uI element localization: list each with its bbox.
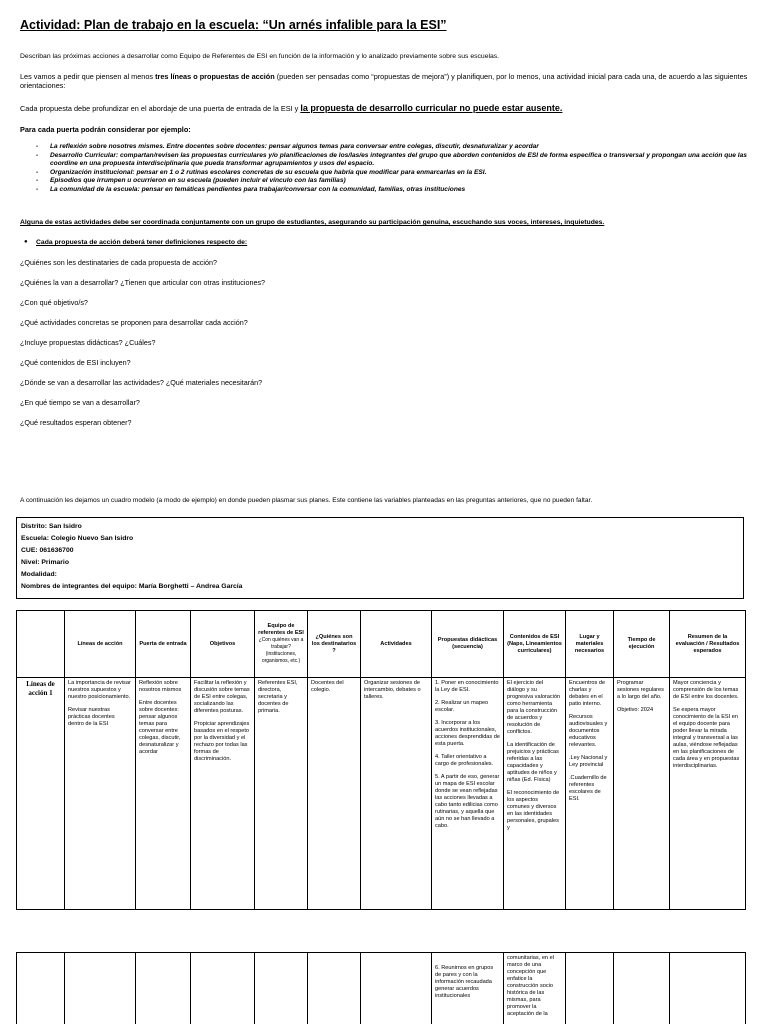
cell-empty bbox=[566, 953, 614, 1024]
cell-tiempo bbox=[614, 678, 670, 910]
intro-paragraph-3 bbox=[20, 104, 750, 113]
header-equipo-sub: ¿Con quiénes van a trabajar? (instituciones, organismos, etc.) bbox=[258, 637, 304, 664]
cell-text: Programar sesiones regulares a lo largo del año. bbox=[617, 680, 664, 700]
intro-p2-start: Les vamos a pedir que piensen al menos bbox=[20, 72, 156, 81]
school-info-box bbox=[16, 517, 744, 599]
cell-empty bbox=[136, 953, 191, 1024]
cell-empty bbox=[255, 953, 308, 1024]
question-item: ¿Quiénes son les destinataries de cada propuesta de acción? bbox=[20, 258, 217, 267]
cell-empty bbox=[670, 953, 746, 1024]
cell-text: Propiciar aprendizajes basados en el respeto por la diversidad y el rechazo por todas las formas de discriminación. bbox=[194, 721, 250, 762]
cell-text: El reconocimiento de los aspectos comunes y diversos en las identidades personales, grupales y bbox=[507, 790, 560, 831]
title-text: Plan de trabajo en la escuela: “Un arnés infalible para la ESI” bbox=[80, 18, 447, 32]
plan-table bbox=[16, 610, 746, 910]
modality-field: Modalidad: bbox=[21, 571, 57, 578]
header-destinatarios: ¿Quiénes son los destinatarios ? bbox=[308, 611, 361, 678]
cell-text: Entre docentes sobre docentes: pensar algunos temas para conversar entre colegas, discutir, desnaturalizar y acordar bbox=[139, 700, 181, 755]
header-objetivos: Objetivos bbox=[191, 611, 255, 678]
definitions-bullet: ● Cada propuesta de acción deberá tener definiciones respecto de: bbox=[36, 239, 247, 246]
cell-propuestas: 6. Reunirnos en grupos de pares y con la información recaudada generar acuerdos institucionales bbox=[432, 953, 504, 1024]
table-row bbox=[17, 953, 746, 1024]
intro-p3-start: Cada propuesta debe profundizar en el abordaje de una puerta de entrada de la ESI y bbox=[20, 104, 301, 113]
cell-resumen bbox=[670, 678, 746, 910]
question-item: ¿Qué resultados esperan obtener? bbox=[20, 418, 132, 427]
cell-text: Se espera mayor conocimiento de la ESI en el equipo docente para poder llevar la mirada integral y transversal a las aulas, viéndose reflejadas en las planificaciones de cada área y en propuestas interdisciplinarias. bbox=[673, 707, 740, 769]
header-contenidos: Contenidos de ESI (Naps, Lineamientos curriculares) bbox=[504, 611, 566, 678]
school-field: Escuela: Colegio Nuevo San Isidro bbox=[21, 535, 134, 542]
intro-p2-bold: tres líneas o propuestas de acción bbox=[155, 72, 275, 81]
cell-text: .Cuadernillo de referentes escolares de ESI. bbox=[569, 775, 607, 802]
coordination-note: Alguna de estas actividades debe ser coordinada conjuntamente con un grupo de estudiantes, asegurando su participación genuina, escuchando sus voces, intereses, inquietudes. bbox=[20, 219, 605, 226]
district-field: Distrito: San Isidro bbox=[21, 523, 82, 530]
table-row bbox=[17, 678, 746, 910]
cell-empty bbox=[361, 953, 432, 1024]
cell-actividades: Organizar sesiones de intercambio, debates o talleres. bbox=[361, 678, 432, 910]
question-item: ¿Qué actividades concretas se proponen para desarrollar cada acción? bbox=[20, 318, 248, 327]
title-label: Actividad: bbox=[20, 18, 81, 32]
level-field: Nivel: Primario bbox=[21, 559, 69, 566]
cell-destinatarios: Docentes del colegio. bbox=[308, 678, 361, 910]
table-header-row bbox=[17, 611, 746, 678]
header-empty bbox=[17, 611, 65, 678]
row-label: Líneas de acción 1 bbox=[17, 678, 65, 910]
cell-text: 2. Realizar un mapeo escolar. bbox=[435, 700, 489, 713]
header-puerta: Puerta de entrada bbox=[136, 611, 191, 678]
page-title bbox=[20, 18, 447, 32]
cell-empty bbox=[17, 953, 65, 1024]
plan-table-continuation bbox=[16, 952, 746, 1024]
cell-text: Facilitar la reflexión y discusión sobre temas de ESI entre colegas, socializando las diferentes posturas. bbox=[194, 680, 250, 714]
cell-equipo: Referentes ESI, directora, secretaria y docentes de primaria. bbox=[255, 678, 308, 910]
intro-p3-emphasis: la propuesta de desarrollo curricular no puede estar ausente. bbox=[300, 103, 563, 113]
guide-item: - La reflexión sobre nosotres mismes. Entre docentes sobre docentes: pensar algunos temas para conversar entre colegas, discutir, desnaturalizar y acordar bbox=[36, 143, 751, 152]
header-resumen: Resumen de la evaluación / Resultados esperados bbox=[670, 611, 746, 678]
header-lineas: Líneas de acción bbox=[65, 611, 136, 678]
cell-text: La importancia de revisar nuestros supuestos y nuestro posicionamiento. bbox=[68, 680, 131, 700]
cell-contenidos bbox=[504, 678, 566, 910]
table-intro: A continuación les dejamos un cuadro modelo (a modo de ejemplo) en donde pueden plasmar sus planes. Este contiene las variables planteadas en las preguntas anteriores, que no pueden faltar. bbox=[20, 497, 593, 504]
cell-text: 4. Taller orientativo a cargo de profesionales. bbox=[435, 754, 494, 767]
intro-paragraph-2 bbox=[20, 72, 750, 90]
cell-text: El ejercicio del diálogo y su progresiva valoración como herramienta para la construcción de acuerdos y resolución de conflictos. bbox=[507, 680, 561, 735]
cell-puerta bbox=[136, 678, 191, 910]
cell-text: 5. A partir de eso, generar un mapa de ESI escolar donde se vean reflejadas las acciones llevadas a cabo tanto edilicias como rutinarias, y aquella que aún no se han llevado a cabo. bbox=[435, 774, 500, 829]
cell-contenidos: comunitarias, en el marco de una concepción que enfatice la construcción socio histórica de las mismas, para promover la aceptación de la bbox=[504, 953, 566, 1024]
team-members-field: Nombres de integrantes del equipo: María Borghetti – Andrea García bbox=[21, 583, 243, 590]
cell-text: Revisar nuestras prácticas docentes dentro de la ESI bbox=[68, 707, 115, 727]
cue-field: CUE: 061636700 bbox=[21, 547, 74, 554]
intro-paragraph-4: Para cada puerta podrán considerar por ejemplo: bbox=[20, 125, 191, 134]
cell-empty bbox=[308, 953, 361, 1024]
header-equipo bbox=[255, 611, 308, 678]
guide-item: - Organización institucional: pensar en 1 o 2 rutinas escolares concretas de su escuela que habría que modificar para enmarcarlas en la ESI. bbox=[36, 169, 751, 178]
question-item: ¿Incluye propuestas didácticas? ¿Cuáles? bbox=[20, 338, 156, 347]
cell-text: La identificación de prejuicios y prácticas referidas a las capacidades y aptitudes de niños y niñas (Ed. Física) bbox=[507, 742, 559, 783]
cell-text: Mayor conciencia y comprensión de los temas de ESI entre los docentes. bbox=[673, 680, 739, 700]
cell-propuestas bbox=[432, 678, 504, 910]
intro-p2-end: (pueden ser pensadas como “propuestas de mejora”) y planifiquen, por lo menos, una actividad inicial para cada una, de acuerdo a las siguientes orientaciones: bbox=[20, 72, 748, 90]
cell-empty bbox=[191, 953, 255, 1024]
question-item: ¿Quiénes la van a desarrollar? ¿Tienen que articular con otras instituciones? bbox=[20, 278, 266, 287]
header-equipo-main: Equipo de referentes de ESI bbox=[258, 623, 304, 636]
header-lugar: Lugar y materiales necesarios bbox=[566, 611, 614, 678]
cell-text: Recursos audiovisuales y documentos educativos relevantes. bbox=[569, 714, 608, 748]
cell-text: 1. Poner en conocimiento la Ley de ESI. bbox=[435, 680, 499, 693]
cell-lineas bbox=[65, 678, 136, 910]
guide-list bbox=[36, 143, 751, 195]
cell-text: .Ley Nacional y Ley provincial bbox=[569, 755, 608, 768]
cell-text: Objetivo: 2024 bbox=[617, 707, 654, 713]
cell-text: Reflexión sobre nosotros mismos bbox=[139, 680, 182, 693]
cell-objetivos bbox=[191, 678, 255, 910]
cell-text: 3. Incorporar a los acuerdos institucionales, acciones desprendidas de esta puerta. bbox=[435, 720, 500, 747]
question-item: ¿En qué tiempo se van a desarrollar? bbox=[20, 398, 140, 407]
header-propuestas: Propuestas didácticas (secuencia) bbox=[432, 611, 504, 678]
guide-item: - La comunidad de la escuela: pensar en temáticas pendientes para trabajar/conversar con la comunidad, familias, otras instituciones bbox=[36, 186, 751, 195]
cell-empty bbox=[614, 953, 670, 1024]
header-tiempo: Tiempo de ejecución bbox=[614, 611, 670, 678]
question-item: ¿Con qué objetivo/s? bbox=[20, 298, 88, 307]
guide-item: - Desarrollo Curricular: compartan/revisen las propuestas curriculares y/o planificaciones de los/las/es integrantes del grupo que aborden contenidos de ESI de forma específica o transversal y propongan una acción que las coordine en una propuesta interdisciplinaria que pueda transformar agrupamientos y usos del espacio. bbox=[36, 152, 751, 169]
cell-empty bbox=[65, 953, 136, 1024]
cell-text: Encuentros de charlas y debates en el patio interno. bbox=[569, 680, 606, 707]
question-item: ¿Qué contenidos de ESI incluyen? bbox=[20, 358, 131, 367]
question-item: ¿Dónde se van a desarrollar las actividades? ¿Qué materiales necesitarán? bbox=[20, 378, 263, 387]
cell-lugar bbox=[566, 678, 614, 910]
intro-paragraph-1: Describan las próximas acciones a desarrollar como Equipo de Referentes de ESI en función de la información y lo analizado previamente sobre sus escuelas. bbox=[20, 53, 500, 60]
header-actividades: Actividades bbox=[361, 611, 432, 678]
guide-item: - Episodios que irrumpen u ocurrieron en su escuela (pueden incluir el vínculo con las familias) bbox=[36, 177, 751, 186]
